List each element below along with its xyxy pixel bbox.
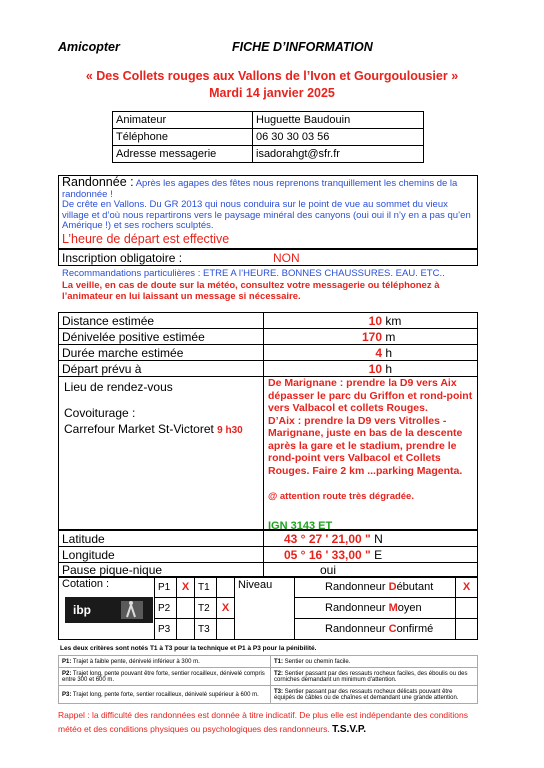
criteria-p: [59, 668, 271, 686]
covoit-line: [64, 422, 243, 436]
rdv-divider: [263, 376, 264, 530]
stats-table: [58, 312, 478, 377]
stat-label: Durée marche estimée: [59, 345, 264, 361]
level-prefix: Randonneur: [325, 623, 389, 635]
doc-type: FICHE D’INFORMATION: [232, 40, 373, 54]
level-initial: D: [388, 581, 397, 593]
stat-label: Distance estimée: [59, 313, 264, 329]
t1-mark: [217, 577, 235, 598]
meteo-warning: La veille, en cas de doute sur la météo, consultez votre messagerie ou téléphonez à l’animateur en lui laissant un message si nécessaire.: [62, 280, 440, 302]
p3-mark: [177, 619, 195, 640]
inscription-value: NON: [273, 251, 300, 265]
contact-label: Téléphone: [113, 129, 253, 146]
criteria-p-key: P3:: [62, 691, 72, 698]
recommandations: Recommandations particulières : ETRE A l’HEURE. BONNES CHAUSSURES. EAU. ETC..: [62, 268, 445, 279]
t2-cell: T2: [195, 598, 217, 619]
stat-cell: [264, 329, 478, 345]
contact-row: [113, 129, 424, 146]
level-rest: oyen: [397, 602, 422, 614]
stat-cell: [264, 313, 478, 329]
criteria-p: [59, 656, 271, 668]
level-rest: onfirmé: [396, 623, 434, 635]
pause-label: Pause pique-nique: [59, 563, 264, 578]
stats-row: [59, 313, 478, 329]
hike-date: Mardi 14 janvier 2025: [209, 86, 335, 100]
stats-row: [59, 361, 478, 377]
stat-value: 4: [375, 345, 382, 360]
level-debutant-mark: X: [456, 577, 478, 598]
t3-cell: T3: [195, 619, 217, 640]
p3-cell: P3: [155, 619, 177, 640]
t1-cell: T1: [195, 577, 217, 598]
stat-value: 10: [368, 361, 382, 376]
contact-row: [113, 146, 424, 163]
criteria-t-key: T3:: [274, 688, 283, 695]
stat-unit: m: [385, 329, 396, 344]
footer: [58, 708, 488, 737]
longitude-dir: E: [374, 547, 383, 562]
tsvp: T.S.V.P.: [332, 724, 367, 735]
rappel-text: Rappel : la difficulté des randonnées est donnée à titre indicatif. De plus elle est indépendante des conditions météo et des conditions physiques ou psychologiques des randonneurs.: [58, 710, 469, 734]
level-debutant: [295, 577, 456, 598]
cotation-label: Cotation :: [62, 578, 110, 590]
criteria-t-text: Sentier ou chemin facile.: [284, 658, 351, 665]
longitude-cell: [264, 547, 478, 563]
depart-note: L’heure de départ est effective: [62, 231, 230, 246]
club-name: Amicopter: [58, 40, 120, 54]
criteria-p-text: Trajet long, pente forte, sentier rocailleux, dénivelé supérieur à 600 m.: [72, 691, 259, 698]
stat-value: 10: [368, 313, 382, 328]
criteria-p: [59, 686, 271, 704]
stat-unit: km: [385, 313, 402, 328]
contact-value: 06 30 30 03 56: [253, 129, 424, 146]
stat-label: Départ prévu à: [59, 361, 264, 377]
coords-row: [59, 531, 478, 547]
rando-text: [62, 177, 476, 247]
contact-row: [113, 112, 424, 129]
covoit-place: Carrefour Market St-Victoret: [64, 422, 214, 436]
covoit-time: 9 h30: [217, 425, 243, 436]
logo-text: ibp: [73, 603, 91, 617]
criteria-t-key: T1:: [274, 658, 283, 665]
rando-description: De crête en Vallons. Du GR 2013 qui nous conduira sur le point de vue au sommet du vieux village et d’où nous repartirons vers le paysage minéral des canyons (oui oui il n’y en a pas qu’en Amérique !) et ses rochers sculptés.: [62, 199, 471, 231]
contact-label: Animateur: [113, 112, 253, 129]
criteria-t-text: Sentier passant par des ressauts rocheux faciles, des éboulis ou des corniches demandant un minimum d'attention.: [274, 670, 468, 683]
contact-value: Huguette Baudouin: [253, 112, 424, 129]
ffrandonnee-logo: [65, 595, 153, 625]
road-warning: @ attention route très dégradée.: [268, 491, 414, 502]
directions: [268, 377, 476, 532]
criteria-t: [271, 668, 478, 686]
latitude-dir: N: [374, 531, 383, 546]
ign-map: IGN 3143 ET: [268, 519, 333, 532]
latitude-cell: [264, 531, 478, 547]
t3-mark: [217, 619, 235, 640]
criteria-t-key: T2:: [274, 670, 283, 677]
criteria-table: [58, 655, 478, 704]
stat-cell: [264, 361, 478, 377]
p2-mark: [177, 598, 195, 619]
t2-mark: X: [217, 598, 235, 619]
criteria-row: [59, 686, 478, 704]
contact-label: Adresse messagerie: [113, 146, 253, 163]
level-moyen-mark: [456, 598, 478, 619]
cotation-cell: [59, 577, 155, 640]
latitude-label: Latitude: [59, 531, 264, 547]
longitude-value: 05 ° 16 ' 33,00 ": [284, 547, 371, 562]
stat-value: 170: [361, 329, 382, 344]
p2-cell: P2: [155, 598, 177, 619]
criteria-note: Les deux critères sont notés T1 à T3 pour la technique et P1 à P3 pour la pénibilité.: [60, 645, 317, 652]
coords-row: [59, 547, 478, 563]
rando-heading: Randonnée :: [62, 175, 134, 189]
criteria-p-key: P2:: [62, 670, 72, 677]
directions-marignane: De Marignane : prendre la D9 vers Aix dépasser le parc du Griffon et rond-point vers Valbacol et collets Rouges.: [268, 377, 473, 414]
inscription-label: Inscription obligatoire :: [62, 251, 183, 265]
p1-mark: X: [177, 577, 195, 598]
niveau-label: Niveau: [235, 577, 295, 640]
level-moyen: [295, 598, 456, 619]
directions-aix: D’Aix : prendre la D9 vers Vitrolles - Marignane, juste en bas de la descente après la gare et le stadium, prendre le rond-point vers Valbacol et Collets Rouges. Faire 2 km ...parking Magenta.: [268, 414, 463, 477]
criteria-row: [59, 656, 478, 668]
latitude-value: 43 ° 27 ' 21,00 ": [284, 531, 371, 546]
coords-table: [58, 530, 478, 578]
rando-intro: Après les agapes des fêtes nous reprenons tranquillement les chemins de la randonnée !: [62, 178, 458, 200]
cotation-row: [59, 577, 478, 598]
criteria-row: [59, 668, 478, 686]
level-prefix: Randonneur: [325, 602, 389, 614]
criteria-p-text: Trajet à faible pente, dénivelé inférieur à 300 m.: [72, 658, 200, 665]
pause-value: oui: [264, 563, 478, 578]
p1-cell: P1: [155, 577, 177, 598]
level-prefix: Randonneur: [325, 581, 389, 593]
stats-row: [59, 345, 478, 361]
contact-table: [112, 111, 424, 163]
level-confirme-mark: [456, 619, 478, 640]
hike-title: « Des Collets rouges aux Vallons de l’Ivon et Gourgoulousier »: [85, 69, 459, 83]
longitude-label: Longitude: [59, 547, 264, 563]
stat-unit: h: [385, 345, 393, 360]
stats-row: [59, 329, 478, 345]
level-rest: ébutant: [396, 581, 434, 593]
criteria-p-key: P1:: [62, 658, 72, 665]
criteria-t: [271, 656, 478, 668]
stat-label: Dénivelée positive estimée: [59, 329, 264, 345]
level-confirme: [295, 619, 456, 640]
criteria-t-text: Sentier passant par des ressauts rocheux délicats pouvant être équipés de câbles ou de chaînes et demandant une grande attention.: [274, 688, 459, 701]
level-initial: M: [388, 602, 398, 614]
stat-cell: [264, 345, 478, 361]
cotation-table: [58, 576, 478, 640]
contact-value[interactable]: isadorahgt@sfr.fr: [253, 146, 424, 163]
rdv-label: Lieu de rendez-vous: [64, 380, 173, 394]
level-initial: C: [388, 623, 397, 635]
criteria-p-text: Trajet long, pente pouvant être forte, sentier rocailleux, dénivelé compris entre 300 et 600 m.: [62, 670, 265, 683]
covoit-label: Covoiturage :: [64, 406, 136, 420]
criteria-t: [271, 686, 478, 704]
stat-unit: h: [385, 361, 393, 376]
